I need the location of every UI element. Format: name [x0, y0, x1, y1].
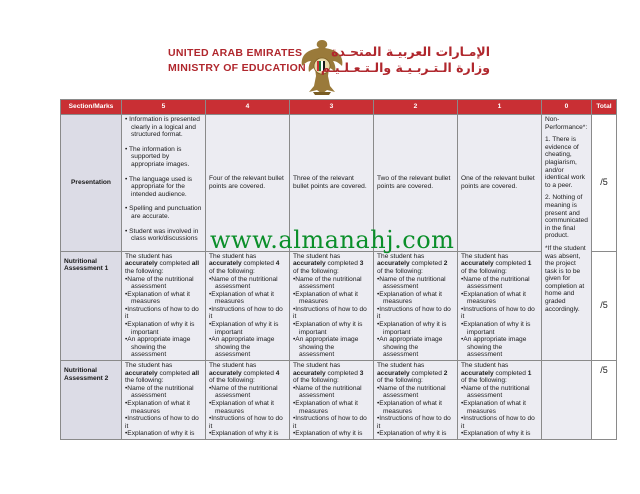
criteria-bullet: • Spelling and punctuation are accurate.	[125, 205, 202, 220]
criteria-cell-5: The student has accurately completed all the following: •Name of the nutritional assessment •Explanation of what it measures •Instructions of how to do it •Explanation of why it is important •An appropriate image showing the assessment	[122, 251, 206, 360]
column-header: 4	[206, 100, 290, 115]
section-label: Presentation	[61, 115, 122, 252]
ministry-ar-line1: الإمـارات العربيـة المتحـدة	[331, 44, 490, 59]
non-performance-rule-2: 2. Nothing of meaning is present and communicated in the final product.	[545, 194, 588, 240]
column-header: Total	[592, 100, 617, 115]
table-row-nutritional-2	[61, 361, 617, 440]
column-header: 3	[290, 100, 374, 115]
non-performance-cell	[542, 115, 592, 361]
criteria-cell-3: The student has accurately completed 3 of the following: •Name of the nutritional assessment •Explanation of what it measures •Instructions of how to do it •Explanation of why it is	[290, 361, 374, 440]
total-cell: /5	[592, 115, 617, 252]
criteria-cell-5	[122, 115, 206, 252]
criteria-cell-1: The student has accurately completed 1 of the following: •Name of the nutritional assessment •Explanation of what it measures •Instructions of how to do it •Explanation of why it is	[458, 361, 542, 440]
criteria-bullet: • The information is supported by appropriate images.	[125, 145, 190, 168]
rubric-table	[60, 99, 617, 440]
section-label: Nutritional Assessment 1	[61, 251, 122, 360]
total-cell: /5	[592, 361, 617, 440]
criteria-cell-2: The student has accurately completed 2 of the following: •Name of the nutritional assessment •Explanation of what it measures •Instructions of how to do it •Explanation of why it is important •An appropriate image showing the assessment	[374, 251, 458, 360]
criteria-cell-3: The student has accurately completed 3 of the following: •Name of the nutritional assessment •Explanation of what it measures •Instructions of how to do it •Explanation of why it is important •An appropriate image showing the assessment	[290, 251, 374, 360]
page-header	[0, 0, 640, 100]
criteria-cell-4: Four of the relevant bullet points are covered.	[206, 115, 290, 252]
criteria-bullet: • Student was involved in class work/discussions	[125, 227, 199, 243]
table-header-row	[61, 100, 617, 115]
total-cell: /5	[592, 251, 617, 360]
criteria-cell-3: Three of the relevant bullet points are covered.	[290, 115, 374, 252]
column-header: 2	[374, 100, 458, 115]
non-performance-rule-1: 1. There is evidence of cheating, plagiarism, and/or identical work to a peer.	[545, 136, 585, 189]
column-header: Section/Marks	[61, 100, 122, 115]
criteria-bullet: • The language used is appropriate for the intended audience.	[125, 175, 193, 198]
ministry-en-line2: MINISTRY OF EDUCATION	[168, 62, 306, 74]
section-label: Nutritional Assessment 2	[61, 361, 122, 440]
column-header: 1	[458, 100, 542, 115]
watermark-text: www.almanahj.com	[210, 226, 455, 254]
ministry-en-line1: UNITED ARAB EMIRATES	[168, 47, 303, 59]
absent-note: *If the student was absent, the project task is to be given for completion at home and graded accordingly.	[545, 244, 586, 313]
column-header: 0	[542, 100, 592, 115]
column-header: 5	[122, 100, 206, 115]
criteria-cell-4: The student has accurately completed 4 of the following: •Name of the nutritional assessment •Explanation of what it measures •Instructions of how to do it •Explanation of why it is important •An appropriate image showing the assessment	[206, 251, 290, 360]
criteria-cell-2: Two of the relevant bullet points are covered.	[374, 115, 458, 252]
table-row-nutritional-1	[61, 251, 617, 360]
non-performance-cell-continued	[542, 361, 592, 440]
ministry-ar-line2: وزارة الـتـربـيـة والـتـعـلـيـم	[320, 60, 490, 75]
criteria-bullet: • Information is presented clearly in a logical and structured format.	[125, 116, 200, 139]
criteria-cell-1: The student has accurately completed 1 of the following: •Name of the nutritional assessment •Explanation of what it measures •Instructions of how to do it •Explanation of why it is important •An appropriate image showing the assessment	[458, 251, 542, 360]
criteria-cell-1: One of the relevant bullet points are covered.	[458, 115, 542, 252]
criteria-cell-5: The student has accurately completed all the following: •Name of the nutritional assessment •Explanation of what it measures •Instructions of how to do it •Explanation of why it is	[122, 361, 206, 440]
ministry-name-english	[168, 46, 306, 76]
criteria-cell-4: The student has accurately completed 4 of the following: •Name of the nutritional assessment •Explanation of what it measures •Instructions of how to do it •Explanation of why it is	[206, 361, 290, 440]
ministry-name-arabic	[321, 44, 490, 76]
criteria-cell-2: The student has accurately completed 2 of the following: •Name of the nutritional assessment •Explanation of what it measures •Instructions of how to do it •Explanation of why it is	[374, 361, 458, 440]
non-performance-title: Non-Performance*:	[545, 116, 588, 131]
